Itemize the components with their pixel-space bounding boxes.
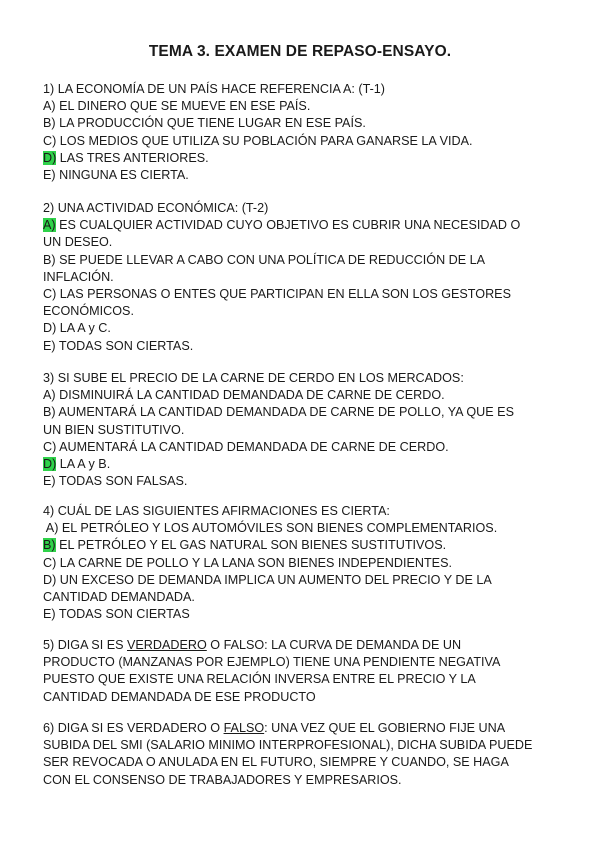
question-6-line-4: CON EL CONSENSO DE TRABAJADORES Y EMPRESARIOS.	[43, 772, 402, 787]
question-1-option-c: C) LOS MEDIOS QUE UTILIZA SU POBLACIÓN PARA GANARSE LA VIDA.	[43, 133, 473, 148]
question-2-text: 2) UNA ACTIVIDAD ECONÓMICA: (T-2)	[43, 201, 269, 215]
question-3-text: 3) SI SUBE EL PRECIO DE LA CARNE DE CERDO EN LOS MERCADOS:	[43, 371, 464, 385]
option-text: EL PETRÓLEO Y EL GAS NATURAL SON BIENES SUSTITUTIVOS.	[55, 538, 447, 553]
question-6-line-2: SUBIDA DEL SMI (SALARIO MINIMO INTERPROFESIONAL), DICHA SUBIDA PUEDE	[43, 738, 533, 753]
question-6-line-3: SER REVOCADA O ANULADA EN EL FUTURO, SIEMPRE Y CUANDO, SE HAGA	[43, 755, 509, 770]
question-5-prefix: 5) DIGA SI ES	[43, 638, 127, 652]
question-3-option-e: E) TODAS SON FALSAS.	[43, 474, 188, 489]
option-text: LA A y B.	[56, 457, 111, 472]
correct-answer-highlight: D)	[43, 457, 57, 472]
question-5-line-2: PRODUCTO (MANZANAS POR EJEMPLO) TIENE UNA PENDIENTE NEGATIVA	[43, 655, 501, 670]
question-2-option-e: E) TODAS SON CIERTAS.	[43, 338, 194, 353]
question-4-option-d-cont: CANTIDAD DEMANDADA.	[43, 590, 195, 605]
question-1-option-b: B) LA PRODUCCIÓN QUE TIENE LUGAR EN ESE PAÍS.	[43, 116, 366, 131]
question-6-suffix: : UNA VEZ QUE EL GOBIERNO FIJE UNA	[264, 721, 506, 735]
question-2-option-b: B) SE PUEDE LLEVAR A CABO CON UNA POLÍTICA DE REDUCCIÓN DE LA	[43, 252, 486, 267]
question-1-text: 1) LA ECONOMÍA DE UN PAÍS HACE REFERENCIA A: (T-1)	[43, 82, 385, 96]
question-6-answer: FALSO	[223, 721, 265, 735]
question-1-option-a: A) EL DINERO QUE SE MUEVE EN ESE PAÍS.	[43, 99, 311, 114]
question-2-option-c-cont: ECONÓMICOS.	[43, 304, 134, 319]
question-6-prefix: 6) DIGA SI ES VERDADERO O	[43, 721, 224, 735]
question-5-line-4: CANTIDAD DEMANDADA DE ESE PRODUCTO	[43, 689, 316, 704]
option-text: ES CUALQUIER ACTIVIDAD CUYO OBJETIVO ES CUBRIR UNA NECESIDAD O	[55, 218, 521, 233]
question-4	[43, 503, 563, 623]
question-2-option-a	[43, 217, 563, 234]
question-1-option-e: E) NINGUNA ES CIERTA.	[43, 168, 189, 183]
question-3-option-b-cont: UN BIEN SUSTITUTIVO.	[43, 422, 185, 437]
question-4-option-e: E) TODAS SON CIERTAS	[43, 607, 190, 622]
question-2-option-a-cont: UN DESEO.	[43, 235, 113, 250]
question-2-option-d: D) LA A y C.	[43, 321, 111, 336]
question-6-line-1	[43, 720, 563, 737]
question-2	[43, 200, 563, 355]
correct-answer-highlight: D)	[43, 150, 57, 165]
question-5-line-3: PUESTO QUE EXISTE UNA RELACIÓN INVERSA ENTRE EL PRECIO Y LA	[43, 672, 476, 687]
question-5	[43, 637, 563, 706]
question-1-option-d	[43, 150, 563, 167]
question-6	[43, 720, 563, 789]
question-4-option-d: D) UN EXCESO DE DEMANDA IMPLICA UN AUMENTO DEL PRECIO Y DE LA	[43, 572, 492, 587]
question-3-option-a: A) DISMINUIRÁ LA CANTIDAD DEMANDADA DE CARNE DE CERDO.	[43, 388, 445, 403]
question-3	[43, 370, 563, 490]
question-4-option-c: C) LA CARNE DE POLLO Y LA LANA SON BIENES INDEPENDIENTES.	[43, 555, 452, 570]
question-5-suffix: O FALSO: LA CURVA DE DEMANDA DE UN	[206, 638, 462, 652]
option-text: LAS TRES ANTERIORES.	[56, 150, 209, 165]
page-title: TEMA 3. EXAMEN DE REPASO-ENSAYO.	[148, 43, 452, 60]
question-4-option-b	[43, 537, 563, 554]
question-2-option-b-cont: INFLACIÓN.	[43, 269, 114, 284]
correct-answer-highlight: A)	[43, 218, 56, 233]
question-3-option-c: C) AUMENTARÁ LA CANTIDAD DEMANDADA DE CARNE DE CERDO.	[43, 439, 449, 454]
question-3-option-b: B) AUMENTARÁ LA CANTIDAD DEMANDADA DE CARNE DE POLLO, YA QUE ES	[43, 405, 514, 420]
question-1	[43, 81, 563, 184]
correct-answer-highlight: B)	[43, 538, 56, 553]
question-5-line-1	[43, 637, 563, 654]
question-2-option-c: C) LAS PERSONAS O ENTES QUE PARTICIPAN EN ELLA SON LOS GESTORES	[43, 287, 511, 302]
question-4-option-a: A) EL PETRÓLEO Y LOS AUTOMÓVILES SON BIENES COMPLEMENTARIOS.	[43, 521, 498, 536]
question-4-text: 4) CUÁL DE LAS SIGUIENTES AFIRMACIONES ES CIERTA:	[43, 504, 390, 518]
question-5-answer: VERDADERO	[127, 638, 207, 652]
question-3-option-d	[43, 456, 563, 473]
